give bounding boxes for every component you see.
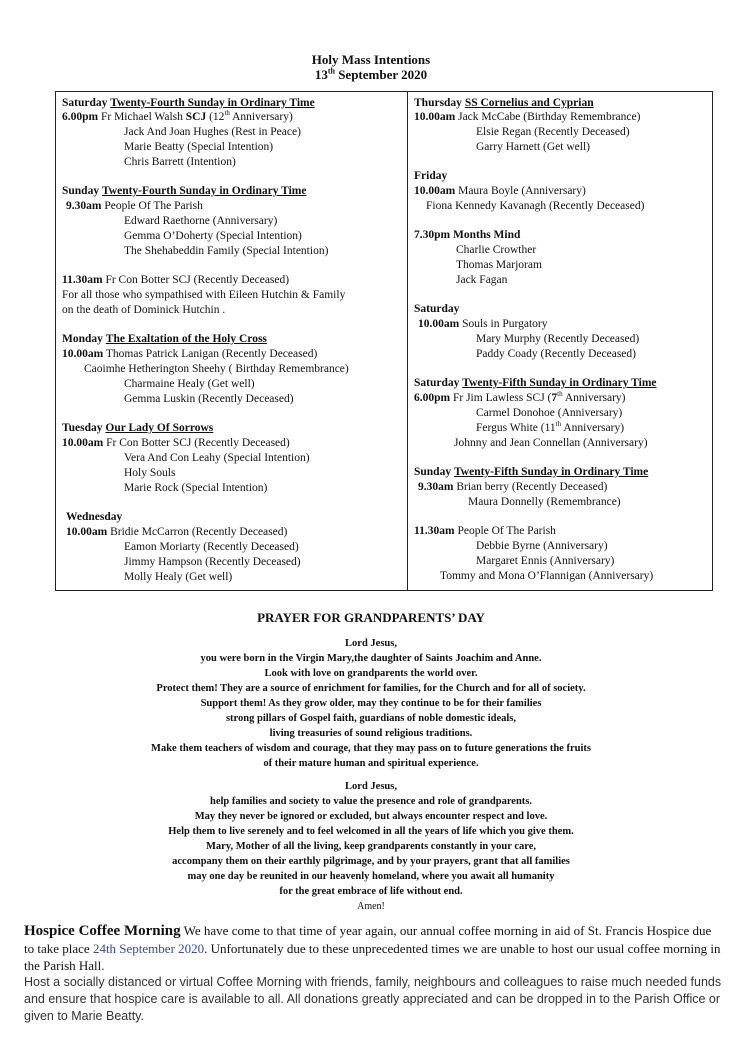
intention-line [414,169,447,183]
intention-text: Jimmy Hampson (Recently Deceased) [124,556,301,568]
prayer-amen: Amen! [357,901,385,912]
prayer-line: Protect them! They are a source of enrichment for families, for the Church and for all of society. [156,683,586,694]
intention-text: Fr Con Botter SCJ (Recently Deceased) [102,274,290,286]
intention-line [124,140,273,154]
intention-line [62,332,267,346]
intention-text: Carmel Donohoe (Anniversary) [476,407,623,419]
intention-text: (12 [206,111,225,123]
intention-text: Edward Raethorne (Anniversary) [124,215,278,227]
intention-text: Thomas Patrick Lanigan (Recently Deceased) [103,348,318,360]
intention-line [414,302,459,316]
hospice-paragraph-1 [24,922,724,974]
intention-text: Twenty-Fifth Sunday in Ordinary Time [462,377,657,389]
intention-text: SS Cornelius and Cyprian [464,97,594,109]
intention-line [414,465,648,479]
intention-text: 7 [551,392,558,404]
intention-line [124,377,255,391]
intention-text: 9.30am [66,200,102,212]
hospice-notice [24,922,724,1025]
prayer-line: you were born in the Virgin Mary,the daughter of Saints Joachim and Anne. [200,653,542,664]
intention-line [414,391,626,405]
intention-text: th [557,390,563,399]
intention-text: 10.00am [418,318,460,330]
intention-line [476,539,608,553]
prayer-line: Make them teachers of wisdom and courage, that they may pass on to future generations the fruits [151,743,591,754]
prayer-line: strong pillars of Gospel faith, guardians of noble domestic ideals, [225,713,517,724]
intention-text: SCJ [185,111,207,123]
intention-text: 11.30am [62,274,103,286]
intention-line [454,436,648,450]
intention-text: Marie Rock (Special Intention) [124,482,268,494]
intention-line [476,140,590,154]
intention-text: Twenty-Fourth Sunday in Ordinary Time [101,185,307,197]
intention-text: 10.00am [414,185,456,197]
intention-line [124,125,301,139]
prayer-line: Help them to live serenely and to feel welcomed in all the years of life which you give them. [168,826,574,837]
intention-text: Eamon Moriarty (Recently Deceased) [124,541,299,553]
prayer-line: Look with love on grandparents the world over. [264,668,478,679]
date-rest: September 2020 [334,67,428,82]
intention-line [84,362,349,376]
intention-text: People Of The Parish [101,200,203,212]
intention-text: Sunday [62,185,100,197]
intention-text: 10.00am [66,526,108,538]
intention-line [62,421,213,435]
intention-text: Marie Beatty (Special Intention) [124,141,274,153]
date-day: 13 [314,67,328,82]
intention-text: The Shehabeddin Family (Special Intention) [124,245,329,257]
intention-text: Souls in Purgatory [459,318,548,330]
intention-line [124,392,294,406]
intention-text: Anniversary) [561,422,625,434]
intention-line [62,110,293,124]
intention-text: Molly Healy (Get well) [124,571,233,583]
intention-text: Caoimhe Hetherington Sheehy ( Birthday Remembrance) [84,363,349,375]
intention-text: The Exaltation of the Holy Cross [105,333,267,345]
intention-line [124,214,277,228]
intention-text: 10.00am [62,437,104,449]
intention-text: Sunday [414,466,452,478]
intention-text: Tommy and Mona O’Flannigan (Anniversary) [440,570,654,582]
intention-text: Twenty-Fourth Sunday in Ordinary Time [110,97,315,109]
intention-text: Fr Con Botter SCJ (Recently Deceased) [103,437,290,449]
intention-line [62,288,345,302]
intention-line [414,110,640,124]
intention-line [476,421,624,435]
intention-text: Maura Donnelly (Remembrance) [468,496,621,508]
mass-intentions-table [55,91,713,591]
intention-line [66,525,287,539]
intention-text: Fiona Kennedy Kavanagh (Recently Deceased) [426,200,645,212]
intention-text: Johnny and Jean Connellan (Anniversary) [454,437,648,449]
intention-line [476,554,614,568]
intention-text: 9.30am [418,481,454,493]
prayer-line: Lord Jesus, [345,781,397,792]
intention-text: Bridie McCarron (Recently Deceased) [107,526,288,538]
intention-line [124,481,267,495]
intention-line [66,199,203,213]
intention-line [124,155,236,169]
intention-text: th [224,109,230,118]
intention-line [418,480,607,494]
intention-text: Anniversary) [229,111,293,123]
prayer-line: Mary, Mother of all the living, keep grandparents constantly in your care, [206,841,536,852]
intention-text: Fr Jim Lawless SCJ ( [450,392,552,404]
intention-line [440,569,653,583]
intention-text: People Of The Parish [454,525,556,537]
intention-text: Elsie Regan (Recently Deceased) [476,126,630,138]
intention-text: on the death of Dominick Hutchin . [62,304,226,316]
intention-text: For all those who sympathised with Eileen Hutchin & Family [62,289,346,301]
intention-text: Margaret Ennis (Anniversary) [476,555,615,567]
prayer-line: help families and society to value the presence and role of grandparents. [210,796,532,807]
intention-text: Vera And Con Leahy (Special Intention) [124,452,310,464]
intention-line [476,332,639,346]
intention-text: Gemma O’Doherty (Special Intention) [124,230,302,242]
hospice-date: 24th September 2020 [92,941,205,956]
intention-line [476,125,630,139]
intention-line [414,376,657,390]
page-date [0,67,742,83]
intention-text: Maura Boyle (Anniversary) [455,185,586,197]
prayer-line: of their mature human and spiritual experience. [263,758,479,769]
intention-line [456,243,536,257]
prayer-line: Support them! As they grow older, may they continue to be for their families [200,698,542,709]
prayer-line: for the great embrace of life without end. [279,886,463,897]
intention-text: Jack McCabe (Birthday Remembrance) [455,111,641,123]
intention-line [456,258,542,272]
hospice-text-b: . Unfortunately due to these unprecedented times we are unable to host our usual coffee morning in the Parish Hall. [24,941,721,973]
intention-line [468,495,621,509]
intention-text: Thomas Marjoram [456,259,542,271]
prayer-line: living treasuries of sound religious traditions. [269,728,473,739]
intention-text: 7.30pm [414,229,451,241]
intention-line [124,540,299,554]
intention-text: 6.00pm [62,111,99,123]
intention-line [66,510,122,524]
intention-text: Paddy Coady (Recently Deceased) [476,348,636,360]
hospice-heading: Hospice Coffee Morning [24,923,181,939]
intention-text: Saturday [414,303,460,315]
intention-line [62,436,290,450]
hospice-paragraph-2: Host a socially distanced or virtual Coffee Morning with friends, family, neighbours and colleagues to raise much needed funds and ensure that hospice care is available to all. All donations greatly appreciated and can be dropped in to the Parish Office or given to Marie Beatty. [24,975,722,1023]
intention-line [62,273,289,287]
intention-line [62,184,306,198]
intention-text: 11.30am [414,525,455,537]
intention-line [414,228,520,242]
prayer-heading: PRAYER FOR GRANDPARENTS’ DAY [257,610,485,625]
intention-text: Wednesday [66,511,123,523]
intention-text: Fr Michael Walsh [98,111,186,123]
intention-line [124,466,175,480]
intention-text: Chris Barrett (Intention) [124,156,236,168]
prayer-line: Lord Jesus, [345,638,397,649]
hospice-text-a: We have come to that time of year again, our annual coffee morning in aid of St. Francis Hospice due to take place [24,923,712,956]
intention-text: Friday [414,170,448,182]
intention-text: Monday [62,333,103,345]
intention-line [62,347,317,361]
prayer-line: May they never be ignored or excluded, but always encounter respect and love. [194,811,548,822]
intention-text: Tuesday [62,422,103,434]
intention-text: Jack And Joan Hughes (Rest in Peace) [124,126,301,138]
intention-line [124,451,310,465]
intention-text: Saturday [414,377,460,389]
date-suffix: th [327,66,335,76]
intention-line [476,406,622,420]
intention-line [426,199,644,213]
intention-line [476,347,636,361]
intention-text: Thursday [414,97,462,109]
intention-line [414,524,556,538]
intention-text: Debbie Byrne (Anniversary) [476,540,608,552]
intention-text: 6.00pm [414,392,451,404]
prayer-line: accompany them on their earthly pilgrimage, and by your prayers, grant that all families [172,856,570,867]
intention-line [124,570,232,584]
page-title: Holy Mass Intentions [311,52,431,67]
intention-text: 10.00am [414,111,456,123]
intention-line [62,303,225,317]
intention-text: Charlie Crowther [456,244,537,256]
intention-text: Mary Murphy (Recently Deceased) [476,333,640,345]
intention-text: Charmaine Healy (Get well) [124,378,255,390]
intention-text: Anniversary) [562,392,626,404]
intention-line [62,96,315,110]
intention-text: Months Mind [452,229,521,241]
intention-text: Our Lady Of Sorrows [105,422,214,434]
intention-line [414,184,586,198]
intention-text: 10.00am [62,348,104,360]
left-column [56,92,408,590]
intention-text: th [555,420,562,429]
intention-line [124,229,302,243]
prayer-line: may one day be reunited in our heavenly homeland, where you await all humanity [187,871,555,882]
intention-line [418,317,548,331]
right-column [408,92,712,590]
intention-text: Brian berry (Recently Deceased) [453,481,608,493]
intention-text: Garry Harnett (Get well) [476,141,590,153]
intention-text: Saturday [62,97,108,109]
intention-text: Holy Souls [124,467,176,479]
intention-line [124,555,301,569]
intention-line [414,96,594,110]
intention-line [124,244,328,258]
intention-text: Twenty-Fifth Sunday in Ordinary Time [453,466,649,478]
intention-text: Gemma Luskin (Recently Deceased) [124,393,294,405]
intention-line [456,273,507,287]
intention-text: Fergus White (11 [476,422,556,434]
intention-text: Jack Fagan [456,274,508,286]
